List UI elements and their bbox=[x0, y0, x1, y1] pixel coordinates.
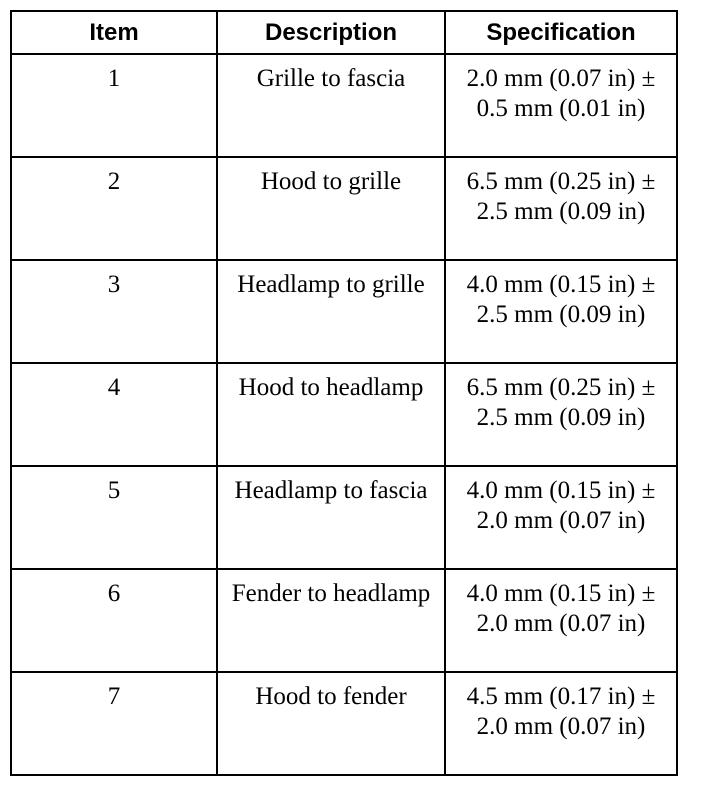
table-row bbox=[11, 672, 677, 775]
table-row bbox=[11, 569, 677, 672]
header-row bbox=[11, 11, 677, 54]
item-cell: 2 bbox=[11, 157, 217, 260]
specification-cell: 6.5 mm (0.25 in) ± 2.5 mm (0.09 in) bbox=[445, 363, 677, 466]
column-header-item: Item bbox=[11, 11, 217, 54]
description-cell: Hood to grille bbox=[217, 157, 445, 260]
table-row bbox=[11, 157, 677, 260]
item-cell: 7 bbox=[11, 672, 217, 775]
item-cell: 4 bbox=[11, 363, 217, 466]
description-cell: Headlamp to fascia bbox=[217, 466, 445, 569]
description-cell: Hood to fender bbox=[217, 672, 445, 775]
item-cell: 6 bbox=[11, 569, 217, 672]
description-cell: Headlamp to grille bbox=[217, 260, 445, 363]
description-cell: Hood to headlamp bbox=[217, 363, 445, 466]
description-cell: Grille to fascia bbox=[217, 54, 445, 157]
specification-table bbox=[10, 10, 678, 776]
table-row bbox=[11, 260, 677, 363]
table-row bbox=[11, 363, 677, 466]
item-cell: 5 bbox=[11, 466, 217, 569]
item-cell: 3 bbox=[11, 260, 217, 363]
table-row bbox=[11, 466, 677, 569]
description-cell: Fender to headlamp bbox=[217, 569, 445, 672]
table-row bbox=[11, 54, 677, 157]
column-header-specification: Specification bbox=[445, 11, 677, 54]
specification-cell: 6.5 mm (0.25 in) ± 2.5 mm (0.09 in) bbox=[445, 157, 677, 260]
item-cell: 1 bbox=[11, 54, 217, 157]
column-header-description: Description bbox=[217, 11, 445, 54]
specification-cell: 4.5 mm (0.17 in) ± 2.0 mm (0.07 in) bbox=[445, 672, 677, 775]
specification-cell: 2.0 mm (0.07 in) ± 0.5 mm (0.01 in) bbox=[445, 54, 677, 157]
specification-cell: 4.0 mm (0.15 in) ± 2.5 mm (0.09 in) bbox=[445, 260, 677, 363]
specification-cell: 4.0 mm (0.15 in) ± 2.0 mm (0.07 in) bbox=[445, 569, 677, 672]
specification-cell: 4.0 mm (0.15 in) ± 2.0 mm (0.07 in) bbox=[445, 466, 677, 569]
